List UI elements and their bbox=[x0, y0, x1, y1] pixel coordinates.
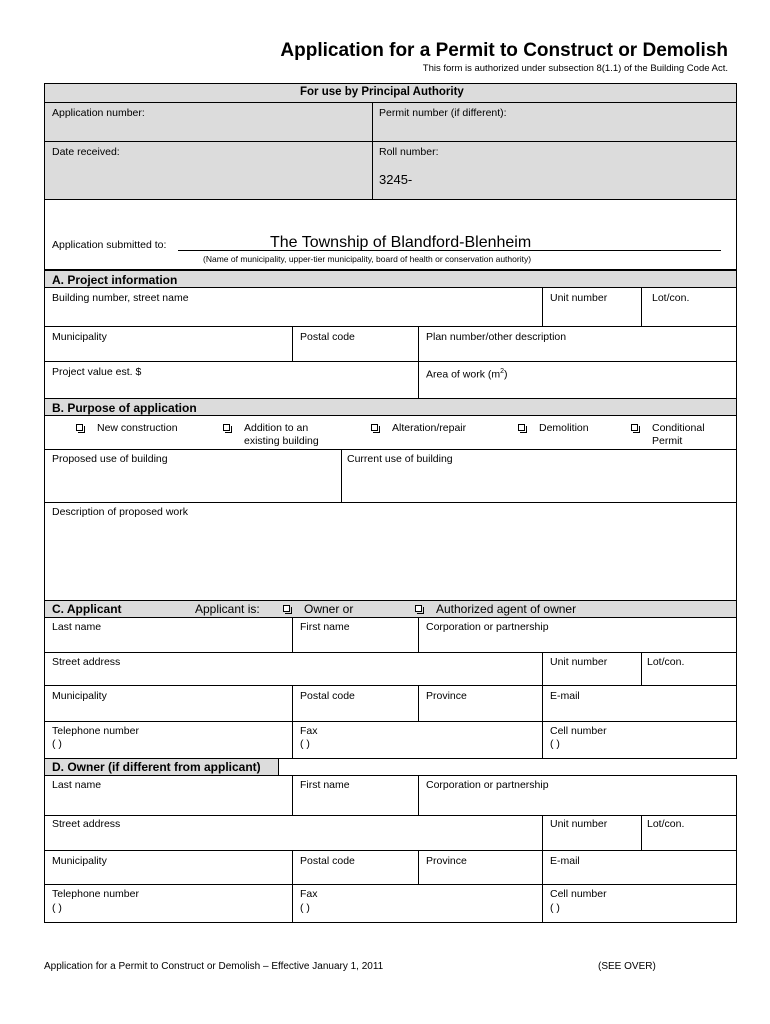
submitted-to-label: Application submitted to: bbox=[52, 239, 167, 251]
project-value-label: Project value est. $ bbox=[52, 366, 142, 378]
applicant-last-name-label: Last name bbox=[52, 621, 102, 633]
owner-fax-label: Fax bbox=[300, 888, 318, 900]
form-subtitle: This form is authorized under subsection 8(1.1) of the Building Code Act. bbox=[422, 63, 728, 74]
demolition-label: Demolition bbox=[539, 422, 589, 434]
owner-lot-label: Lot/con. bbox=[647, 818, 685, 830]
section-c-header bbox=[44, 600, 737, 618]
footer-see-over: (SEE OVER) bbox=[598, 961, 656, 972]
municipality-label: Municipality bbox=[52, 331, 107, 343]
applicant-corporation-label: Corporation or partnership bbox=[426, 621, 549, 633]
owner-last-name-label: Last name bbox=[52, 779, 102, 791]
submitted-to-value[interactable]: The Township of Blandford-Blenheim bbox=[270, 234, 532, 251]
owner-province-label: Province bbox=[426, 855, 467, 867]
alteration-checkbox[interactable] bbox=[371, 424, 378, 431]
applicant-first-name-label: First name bbox=[300, 621, 350, 633]
owner-street-label: Street address bbox=[52, 818, 121, 830]
applicant-province-label: Province bbox=[426, 690, 467, 702]
building-street-label: Building number, street name bbox=[52, 292, 189, 304]
roll-number-value: 3245- bbox=[379, 172, 413, 187]
proposed-use-label: Proposed use of building bbox=[52, 453, 168, 465]
owner-fax-field[interactable] bbox=[292, 884, 543, 923]
addition-checkbox[interactable] bbox=[223, 424, 230, 431]
owner-telephone-paren: ( ) bbox=[52, 902, 62, 914]
applicant-fax-label: Fax bbox=[300, 725, 318, 737]
area-of-work-label: Area of work $(m^2)$ bbox=[426, 368, 508, 381]
postal-code-label: Postal code bbox=[300, 331, 355, 343]
conditional-permit-label-line2: Permit bbox=[652, 435, 683, 447]
description-label: Description of proposed work bbox=[52, 506, 188, 518]
applicant-lot-label: Lot/con. bbox=[647, 656, 685, 668]
section-b-heading: B. Purpose of application bbox=[52, 401, 197, 415]
conditional-permit-label-line1: Conditional bbox=[652, 422, 705, 434]
applicant-municipality-label: Municipality bbox=[52, 690, 107, 702]
applicant-telephone-paren: ( ) bbox=[52, 738, 62, 750]
applicant-agent-checkbox[interactable] bbox=[415, 605, 422, 612]
owner-municipality-label: Municipality bbox=[52, 855, 107, 867]
submitted-to-note: (Name of municipality, upper-tier municipality, board of health or conservation authority) bbox=[203, 254, 532, 264]
applicant-fax-field[interactable] bbox=[292, 721, 543, 759]
lot-con-label: Lot/con. bbox=[652, 292, 690, 304]
owner-telephone-label: Telephone number bbox=[52, 888, 139, 900]
section-d-heading: D. Owner (if different from applicant) bbox=[52, 760, 261, 774]
addition-label-line2: existing building bbox=[244, 435, 319, 447]
applicant-owner-label: Owner or bbox=[304, 602, 354, 616]
plan-number-label: Plan number/other description bbox=[426, 331, 567, 343]
authority-heading: For use by Principal Authority bbox=[300, 86, 464, 98]
applicant-owner-checkbox[interactable] bbox=[283, 605, 290, 612]
conditional-permit-checkbox[interactable] bbox=[631, 424, 638, 431]
applicant-cell-paren: ( ) bbox=[550, 738, 560, 750]
owner-first-name-label: First name bbox=[300, 779, 350, 791]
owner-fax-paren: ( ) bbox=[300, 902, 310, 914]
section-c-heading: C. Applicant bbox=[52, 602, 122, 616]
applicant-agent-label: Authorized agent of owner bbox=[436, 602, 577, 616]
addition-label-line1: Addition to an bbox=[244, 422, 309, 434]
permit-number-label: Permit number (if different): bbox=[379, 107, 507, 119]
owner-corporation-label: Corporation or partnership bbox=[426, 779, 549, 791]
owner-unit-label: Unit number bbox=[550, 818, 608, 830]
date-received-label: Date received: bbox=[52, 146, 120, 158]
alteration-label: Alteration/repair bbox=[392, 422, 467, 434]
owner-cell-label: Cell number bbox=[550, 888, 607, 900]
application-number-label: Application number: bbox=[52, 107, 145, 119]
applicant-email-label: E-mail bbox=[550, 690, 580, 702]
applicant-fax-paren: ( ) bbox=[300, 738, 310, 750]
roll-number-label: Roll number: bbox=[379, 146, 439, 158]
applicant-cell-label: Cell number bbox=[550, 725, 607, 737]
new-construction-label: New construction bbox=[97, 422, 178, 434]
form-title: Application for a Permit to Construct or Demolish bbox=[280, 40, 728, 61]
applicant-is-label: Applicant is: bbox=[195, 602, 260, 616]
owner-cell-paren: ( ) bbox=[550, 902, 560, 914]
applicant-street-label: Street address bbox=[52, 656, 121, 668]
footer-form-name: Application for a Permit to Construct or Demolish – Effective January 1, 2011 bbox=[44, 961, 384, 972]
owner-email-label: E-mail bbox=[550, 855, 580, 867]
applicant-postal-label: Postal code bbox=[300, 690, 355, 702]
section-a-heading: A. Project information bbox=[52, 273, 178, 287]
owner-postal-label: Postal code bbox=[300, 855, 355, 867]
demolition-checkbox[interactable] bbox=[518, 424, 525, 431]
applicant-telephone-label: Telephone number bbox=[52, 725, 139, 737]
current-use-label: Current use of building bbox=[347, 453, 453, 465]
new-construction-checkbox[interactable] bbox=[76, 424, 83, 431]
applicant-unit-label: Unit number bbox=[550, 656, 608, 668]
unit-number-label: Unit number bbox=[550, 292, 608, 304]
